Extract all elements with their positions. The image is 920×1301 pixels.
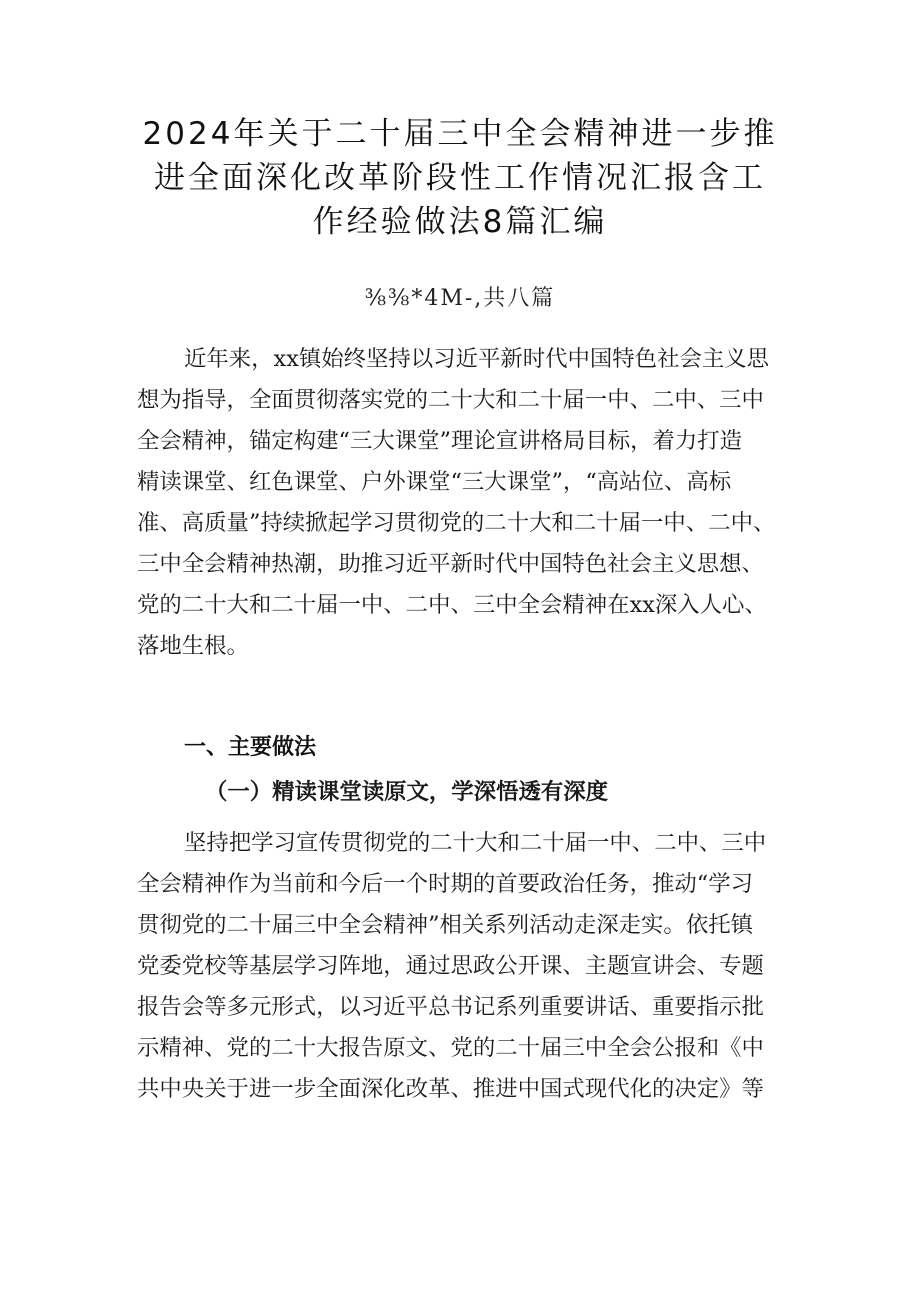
paragraph-line: 三中全会精神热潮，助推习近平新时代中国特色社会主义思想、 — [137, 551, 764, 577]
paragraph-line: 示精神、党的二十大报告原文、党的二十届三中全会公报和《中 — [137, 1035, 764, 1061]
paragraph-line: 报告会等多元形式，以习近平总书记系列重要讲话、重要指示批 — [137, 994, 764, 1020]
paragraph-line: 近年来，xx镇始终坚持以习近平新时代中国特色社会主义思 — [184, 346, 770, 372]
paragraph-line: 准、高质量”持续掀起学习贯彻党的二十大和二十届一中、二中、 — [137, 510, 776, 536]
intro-paragraph — [137, 339, 797, 667]
title-line: 进全面深化改革阶段性工作情况汇报含工 — [154, 160, 766, 196]
paragraph-line: 党的二十大和二十届一中、二中、三中全会精神在xx深入人心、 — [137, 592, 767, 618]
document-title — [120, 112, 800, 244]
paragraph-line: 贯彻党的二十届三中全会精神”相关系列活动走深走实。依托镇 — [137, 912, 753, 938]
subsection-heading: （一）精读课堂读原文，学深悟透有深度 — [205, 779, 609, 805]
document-subtitle: ⅜⅜*4M-,共八篇 — [364, 286, 556, 311]
paragraph-line: 坚持把学习宣传贯彻党的二十大和二十届一中、二中、三中 — [184, 830, 767, 856]
paragraph-line: 党委党校等基层学习阵地，通过思政公开课、主题宣讲会、专题 — [137, 953, 764, 979]
title-line: 作经验做法8篇汇编 — [312, 204, 608, 240]
paragraph-line: 全会精神，锚定构建“三大课堂”理论宣讲格局目标，着力打造 — [137, 428, 743, 454]
body-paragraph — [137, 823, 797, 1110]
section-heading: 一、主要做法 — [184, 735, 317, 760]
paragraph-line: 落地生根。 — [137, 633, 249, 659]
paragraph-line: 共中央关于进一步全面深化改革、推进中国式现代化的决定》等 — [137, 1076, 764, 1102]
title-line: 2024年关于二十届三中全会精神进一步推 — [142, 116, 778, 152]
paragraph-line: 精读课堂、红色课堂、户外课堂“三大课堂”，“高站位、高标 — [137, 469, 732, 495]
paragraph-line: 想为指导，全面贯彻落实党的二十大和二十届一中、二中、三中 — [137, 387, 764, 413]
paragraph-line: 全会精神作为当前和今后一个时期的首要政治任务，推动“学习 — [137, 871, 753, 897]
